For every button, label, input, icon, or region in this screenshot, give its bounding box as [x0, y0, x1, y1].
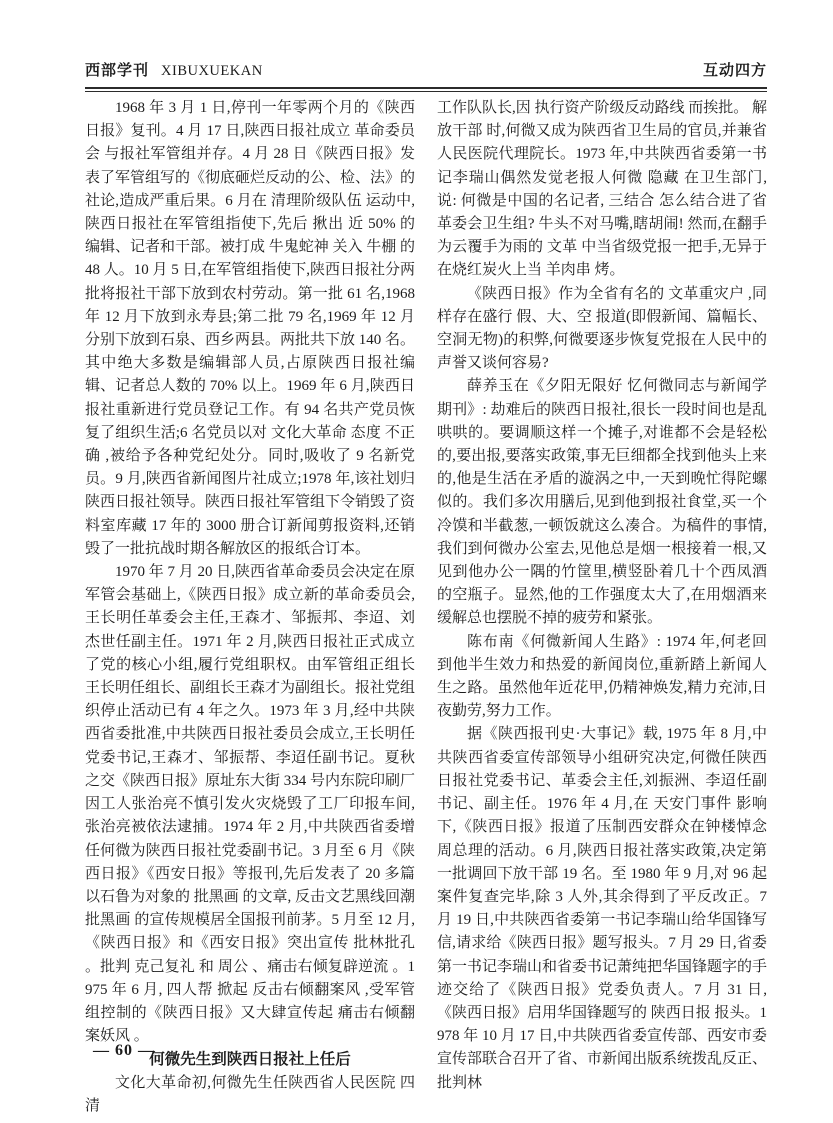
paragraph: 《陕西日报》作为全省有名的 文革重灾户 ,同样存在盛行 假、大、空 报道(即假新闻、篇幅长、空洞无物)的积弊,何微要逐步恢复党报在人民中的声誉又谈何容易? [437, 285, 767, 372]
journal-title-en: XIBUXUEKAN [161, 63, 263, 79]
right-column [437, 97, 767, 1118]
paragraph: 1968 年 3 月 1 日,停刊一年零两个月的《陕西日报》复刊。4 月 17 日,陕西日报社成立 革命委员会 与报社军管组并存。4 月 28 日《陕西日报》发表了军管组写的《彻底砸烂反动的公、检、法》的社论,造成严重后果。6 月在 清理阶级队伍 运动中,陕西日报社在军管组指使下,先后 揪出 近 50% 的编辑、记者和干部。被打成 牛鬼蛇神 关入 牛棚 的 48 人。10 月 5 日,在军管组指使下,陕西日报社分两批将报社干部下放到农村劳动。第一批 61 名,1968 年 12 月下放到永寿县;第二批 79 名,1969 年 12 月分别下放到石泉、西乡两县。两批共下放 140 名。其中绝大多数是编辑部人员,占原陕西日报社编辑、记者总人数的 70% 以上。1969 年 6 月,陕西日报社重新进行党员登记工作。有 94 名共产党员恢复了组织生活;6 名党员以对 文化大革命 态度 不正确 ,被给予各种党纪处分。同时,吸收了 9 名新党员。9 月,陕西省新闻图片社成立;1978 年,该社划归陕西日报社领导。陕西日报社军管组下令销毁了资料室库藏 17 年的 3000 册合订新闻剪报资料,还销毁了一批抗战时期各解放区的报纸合订本。 [85, 100, 416, 557]
page-number: — 60 — [93, 1042, 155, 1059]
journal-title-group [85, 64, 263, 79]
paragraph: 文化大革命初,何微先生任陕西省人民医院 四清 [85, 1074, 415, 1114]
left-column [85, 97, 415, 1118]
header-divider-rule [85, 87, 767, 92]
paragraph: 据《陕西报刊史·大事记》载, 1975 年 8 月,中共陕西省委宣传部领导小组研究决定,何微任陕西日报社党委书记、革委会主任,刘振洲、李迢任副书记、副主任。1976 年 4 月,在 天安门事件 影响下,《陕西日报》报道了压制西安群众在钟楼悼念周总理的活动。6 月,陕西日报社落实政策,决定第一批调回下放干部 19 名。至 1980 年 9 月,对 96 起案件复查完毕,除 3 人外,其余得到了平反改正。7 月 19 日,中共陕西省委第一书记李瑞山给华国锋写信,请求给《陕西日报》题写报头。7 月 29 日,省委第一书记李瑞山和省委书记萧纯把华国锋题字的手迹交给了《陕西日报》党委负责人。7 月 31 日,《陕西日报》启用华国锋题写的 陕西日报 报头。1978 年 10 月 17 日,中共陕西省委宣传部、西安市委宣传部联合召开了省、市新闻出版系统拨乱反正、批判林 [437, 726, 768, 1091]
paragraph: 工作队队长,因 执行资产阶级反动路线 而挨批。 解放干部 时,何微又成为陕西省卫生局的官员,并兼省人民医院代理院长。1973 年,中共陕西省委第一书记李瑞山偶然发觉老报人何微 隐藏 在卫生部门,说: 何微是中国的名记者, 三结合 怎么结合进了省革委会卫生组? 牛头不对马嘴,瞎胡闹! 然而,在翻手为云覆手为雨的 文革 中当省级党报一把手,无异于在烧红炭火上当 羊肉串 烤。 [437, 100, 768, 279]
journal-title-cn: 西部学刊 [85, 63, 150, 79]
paragraph: 薛养玉在《夕阳无限好 忆何微同志与新闻学期刊》: 劫难后的陕西日报社,很长一段时间也是乱哄哄的。要调顺这样一个摊子,对谁都不会是轻松的,要出报,要落实政策,事无巨细都全找到他头上来的,他是生活在矛盾的漩涡之中,一天到晚忙得陀螺似的。我们多次用膳后,见到他到报社食堂,买一个冷馍和半截葱,一顿饭就这么凑合。为稿件的事情,我们到何微办公室去,见他总是烟一根接着一根,又见到他办公一隅的竹筐里,横竖卧着几十个西凤酒的空瓶子。显然,他的工作强度太大了,在用烟酒来缓解总也摆脱不掉的疲劳和紧张。 [437, 378, 767, 627]
paragraph: 1970 年 7 月 20 日,陕西省革命委员会决定在原军管会基础上,《陕西日报》成立新的革命委员会,王长明任革委会主任,王森才、邹振邦、李迢、刘杰世任副主任。1971 年 2 月,陕西日报社正式成立了党的核心小组,履行党组职权。由军管组正组长王长明任组长、副组长王森才为副组长。报社党组织停止活动已有 4 年之久。1973 年 3 月,经中共陕西省委批准,中共陕西日报社委员会成立,王长明任党委书记,王森才、邹振帮、李迢任副书记。夏秋之交《陕西日报》原址东大街 334 号内东院印刷厂因工人张治亮不慎引发火灾烧毁了工厂印报车间,张治亮被依法逮捕。1974 年 2 月,中共陕西省委增任何微为陕西日报社党委副书记。3 月至 6 月《陕西日报》《西安日报》等报刊,先后发表了 20 多篇以石鲁为对象的 批黑画 的文章, 反击文艺黑线回潮 批黑画 的宣传规模居全国报刊前茅。5 月至 12 月,《陕西日报》和《西安日报》突出宣传 批林批孔 。批判 克己复礼 和 周公 、痛击右倾复辟逆流 。1975 年 6 月, 四人帮 掀起 反击右倾翻案风 ,受军管组控制的《陕西日报》又大肆宣传起 痛击右倾翻案妖风 。 [85, 564, 416, 1045]
section-name: 互动四方 [702, 63, 767, 79]
running-head [85, 64, 767, 79]
article-body [85, 97, 767, 1118]
paragraph: 陈布南《何微新闻人生路》: 1974 年,何老回到他半生效力和热爱的新闻岗位,重新踏上新闻人生之路。虽然他年近花甲,仍精神焕发,精力充沛,日夜勤劳,努力工作。 [437, 633, 767, 720]
section-heading: 何微先生到陕西日报社上任后 [149, 1051, 351, 1069]
